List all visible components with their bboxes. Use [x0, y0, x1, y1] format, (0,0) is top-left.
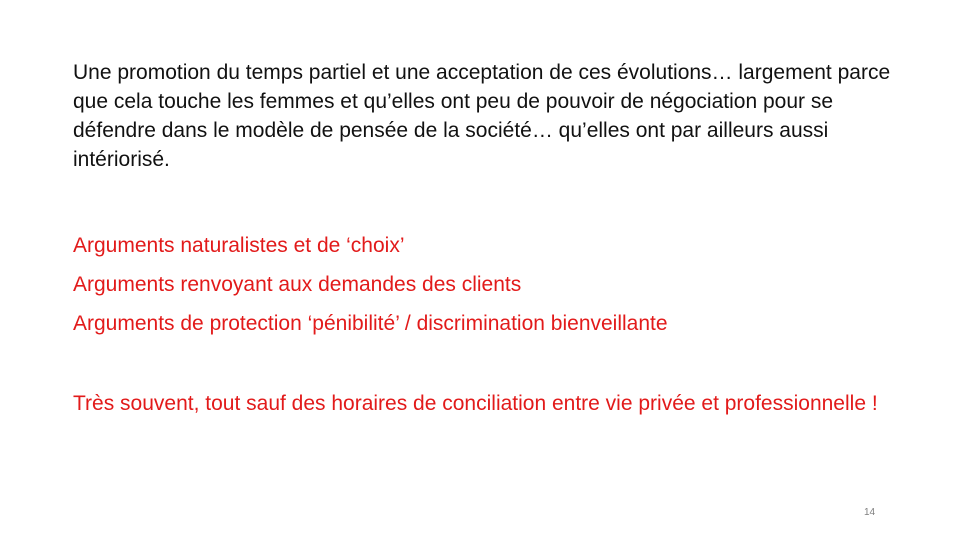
- argument-item: Arguments de protection ‘pénibilité’ / discrimination bienveillante: [73, 312, 668, 335]
- arguments-list: [73, 226, 913, 343]
- argument-item: Arguments renvoyant aux demandes des clients: [73, 273, 522, 296]
- page-number: 14: [864, 507, 876, 518]
- conclusion-paragraph: Très souvent, tout sauf des horaires de conciliation entre vie privée et professionnelle !: [73, 392, 878, 415]
- intro-paragraph: Une promotion du temps partiel et une acceptation de ces évolutions… largement parce que cela touche les femmes et qu’elles ont peu de pouvoir de négociation pour se défendre dans le modèle de pensée de la société… qu’elles ont par ailleurs aussi intériorisé.: [73, 61, 891, 171]
- argument-item: Arguments naturalistes et de ‘choix’: [73, 234, 405, 257]
